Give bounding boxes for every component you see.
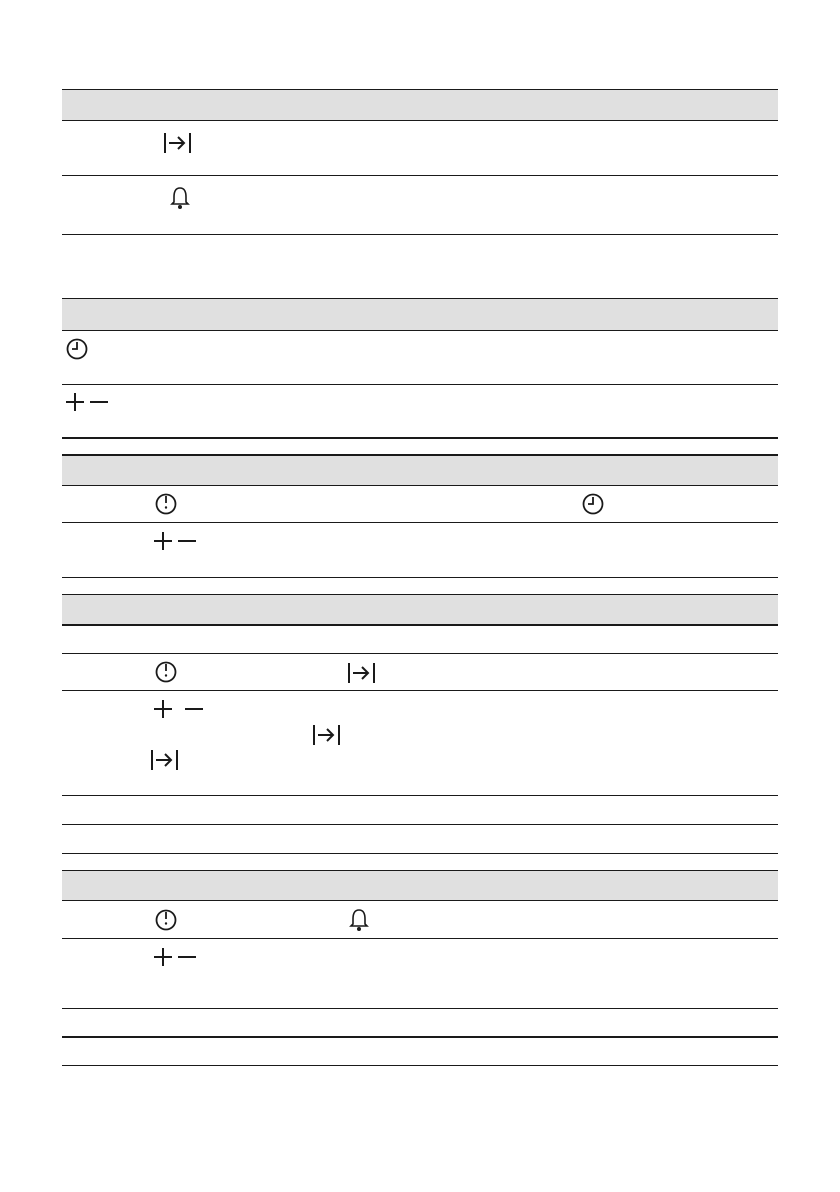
bell-icon bbox=[170, 186, 190, 210]
table4-bottom-rule bbox=[62, 853, 778, 854]
table2-bottom-rule bbox=[62, 437, 778, 439]
table5-bottom-rule bbox=[62, 1065, 778, 1066]
plus-minus-icon bbox=[64, 391, 110, 413]
timer-icon bbox=[154, 660, 178, 684]
table4-row-rule bbox=[62, 653, 778, 654]
table4-header bbox=[62, 595, 778, 624]
minus-icon bbox=[183, 698, 205, 720]
table5-header-rule bbox=[62, 900, 778, 901]
end-icon bbox=[150, 748, 180, 772]
table5-row-rule bbox=[62, 938, 778, 939]
table3-row-rule bbox=[62, 522, 778, 523]
timer-icon bbox=[154, 492, 178, 516]
table5-row-rule bbox=[62, 1036, 778, 1038]
clock-icon bbox=[581, 492, 605, 516]
table1-header-rule bbox=[62, 120, 778, 121]
end-icon bbox=[347, 661, 377, 685]
table2-header-rule bbox=[62, 330, 778, 331]
table2-header bbox=[62, 299, 778, 330]
table3-header-rule bbox=[62, 485, 778, 486]
plus-minus-icon bbox=[152, 946, 198, 968]
table5-header bbox=[62, 871, 778, 900]
table4-row-rule bbox=[62, 824, 778, 825]
end-icon bbox=[312, 723, 342, 747]
table1-row-rule bbox=[62, 175, 778, 176]
end-icon bbox=[163, 131, 193, 155]
table3-bottom-rule bbox=[62, 577, 778, 578]
table1-bottom-rule bbox=[62, 234, 778, 235]
table4-header-rule bbox=[62, 624, 778, 626]
plus-icon bbox=[152, 698, 174, 720]
table5-row-rule bbox=[62, 1008, 778, 1009]
plus-minus-icon bbox=[152, 530, 198, 552]
table4-row-rule bbox=[62, 795, 778, 796]
table2-row-rule bbox=[62, 384, 778, 385]
table1-header bbox=[62, 90, 778, 120]
bell-icon bbox=[349, 908, 369, 932]
timer-icon bbox=[154, 908, 178, 932]
clock-icon bbox=[65, 337, 89, 361]
table3-header bbox=[62, 456, 778, 485]
table4-row-rule bbox=[62, 690, 778, 691]
